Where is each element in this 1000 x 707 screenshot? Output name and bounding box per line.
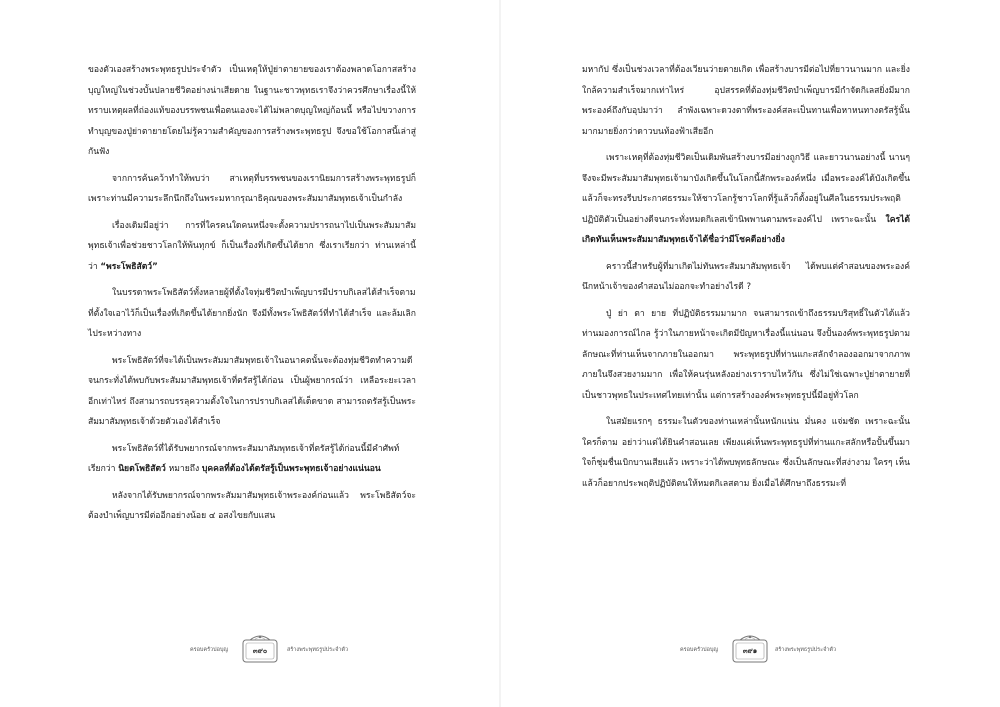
bold-text-run: “พระโพธิสัตว์” [100,261,158,272]
text-run: มหากัป ซึ่งเป็นช่วงเวลาที่ต้องเวียนว่ายตายเกิด เพื่อสร้างบารมีต่อไปที่ยาวนานมาก และยิ่งใกล้ความสำเร็จมากเท่าไหร่ อุปสรรคที่ต้องทุ่มชีวิตบำเพ็ญบารมีกำจัดกิเลสยิ่งมีมาก พระองค์ถึงกับอุปมาว่า ลำพังเฉพาะดวงตาที่พระองค์สละเป็นทานเพื่อหาหนทางตรัสรู้นั้น มากมายยิ่งกว่าดาวบนท้องฟ้าเสียอีก [582,65,910,137]
footer-left-caption: ครอบครัวบ่อบุญ [190,647,229,653]
text-run: พระโพธิสัตว์ที่ได้รับพยากรณ์จากพระสัมมาสัมพุทธเจ้าที่ตรัสรู้ได้ก่อนนี้มีคำศัพท์เรียกว่า [88,443,400,474]
paragraph [582,60,910,142]
paragraph [88,60,416,163]
footer-left-caption: ครอบครัวบ่อบุญ [680,647,719,653]
paragraph [582,148,910,251]
right-page-footer [500,634,1000,674]
page-number-badge [242,634,278,664]
text-run: เพราะเหตุที่ต้องทุ่มชีวิตเป็นเดิมพันสร้างบารมีอย่างถูกวิธี และยาวนานอย่างนี้ นานๆ จึงจะมีพระสัมมาสัมพุทธเจ้ามาบังเกิดขึ้นในโลกนี้สักพระองค์หนึ่ง เมื่อพระองค์ได้บังเกิดขึ้นแล้วก็จะทรงรีบประกาศธรรมะให้ชาวโลกรู้ชาวโลกที่รู้แล้วก็ตั้งอยู่ในศีลในธรรมประพฤติปฏิบัติตัวเป็นอย่างดีจนกระทั่งหมดกิเลสเข้านิพพานตามพระองค์ไป เพราะฉะนั้น [582,153,910,225]
footer-right-caption: สร้างพระพุทธรูปประจำตัว [775,647,837,653]
paragraph [582,257,910,298]
text-run: จากการค้นคว้าทำให้พบว่า สาเหตุที่บรรพชนของเรานิยมการสร้างพระพุทธรูปก็เพราะท่านมีความระลึกนึกถึงในพระมหากรุณาธิคุณของพระสัมมาสัมพุทธเจ้าเป็นกำลัง [88,173,416,204]
paragraph [582,412,910,494]
text-run: ของตัวเองสร้างพระพุทธรูปประจำตัว เป็นเหตุให้ปู่ย่าตายายของเราต้องพลาดโอกาสสร้างบุญใหญ่ในช่วงบั้นปลายชีวิตอย่างน่าเสียดาย ในฐานะชาวพุทธเราจึงว่าควรศึกษาเรื่องนี้ให้ทราบเหตุผลที่ถ่องแท้ของบรรพชนเพื่อตนเองจะได้ไม่พลาดบุญใหญ่ก้อนนี้ หรือไปขวางการทำบุญของปู่ย่าตายายโดยไม่รู้ความสำคัญของการสร้างพระพุทธรูป จึงขอใช้โอกาสนี้เล่าสู่กันฟัง [88,65,416,157]
paragraph [88,351,416,433]
left-page-text [88,60,416,533]
text-run: ปู่ ย่า ตา ยาย ที่ปฏิบัติธรรมมามาก จนสามารถเข้าถึงธรรมบริสุทธิ์ในตัวได้แล้ว ท่านมองการณ์ไกล รู้ว่าในภายหน้าจะเกิดมีปัญหาเรื่องนี้แน่นอน จึงปั้นองค์พระพุทธรูปตามลักษณะที่ท่านเห็นจากภายในออกมา พระพุทธรูปที่ท่านแกะสลักจำลองออกมาจากภาพภายในจึงสวยงามมาก เพื่อให้คนรุ่นหลังอย่างเราราบไหว้กัน ซึ่งไม่ใช่เฉพาะปู่ย่าตายายที่เป็นชาวพุทธในประเทศไทยเท่านั้น แต่การสร้างองค์พระพุทธรูปนี้มีอยู่ทั่วโลก [582,308,910,401]
paragraph [88,283,416,345]
paragraph [88,169,416,210]
paragraph [582,304,910,407]
bold-text-run: ใครได้เกิดทันเห็นพระสัมมาสัมพุทธเจ้าได้ชื่อว่ามีโชคดีอย่างยิ่ง [582,214,910,245]
text-run: คราวนี้สำหรับผู้ที่มาเกิดไม่ทันพระสัมมาสัมพุทธเจ้า ได้พบแต่คำสอนของพระองค์ นึกหน้าเจ้าของคำสอนไม่ออกจะทำอย่างไรดี ? [582,261,910,292]
bold-text-run: บุคคลที่ต้องได้ตรัสรู้เป็นพระพุทธเจ้าอย่างแน่นอน [201,464,381,474]
paragraph [88,486,416,527]
text-run: ในบรรดาพระโพธิสัตว์ทั้งหลายผู้ที่ตั้งใจทุ่มชีวิตบำเพ็ญบารมีปราบกิเลสได้สำเร็จตามที่ตั้งใจเอาไว้ก็เป็นเรื่องที่เกิดขึ้นได้ยากยิ่งนัก จึงมีทั้งพระโพธิสัตว์ที่ทำได้สำเร็จ และล้มเลิกไประหว่างทาง [88,288,416,339]
paragraph [88,216,416,278]
text-run: พระโพธิสัตว์ที่จะได้เป็นพระสัมมาสัมพุทธเจ้าในอนาคตนั้นจะต้องทุ่มชีวิตทำความดี จนกระทั่งได้พบกับพระสัมมาสัมพุทธเจ้าที่ตรัสรู้ได้ก่อน เป็นผู้พยากรณ์ว่า เหลือระยะเวลาอีกเท่าไหร่ ถึงสามารถบรรลุความตั้งใจในการปราบกิเลสได้เด็ดขาด สามารถตรัสรู้เป็นพระสัมมาสัมพุทธเจ้าด้วยตัวเองได้สำเร็จ [88,355,416,427]
right-page [500,0,1000,707]
page-number: ๓๙๑ [742,647,758,655]
page-number-badge [732,634,768,664]
footer-right-caption: สร้างพระพุทธรูปประจำตัว [287,647,349,653]
paragraph [88,439,416,480]
text-run: เรื่องเดิมมีอยู่ว่า การที่ใครคนใดคนหนึ่งจะตั้งความปรารถนาไปเป็นพระสัมมาสัมพุทธเจ้าเพื่อช่วยชาวโลกให้พ้นทุกข์ ก็เป็นเรื่องที่เกิดขึ้นได้ยาก ซึ่งเราเรียกว่า ท่านเหล่านี้ว่า [88,220,416,272]
bold-text-run: นิยตโพธิสัตว์ [118,464,166,474]
text-run: ในสมัยแรกๆ ธรรมะในตัวของท่านเหล่านั้นหนักแน่น มั่นคง แจ่มชัด เพราะฉะนั้นใครก็ตาม อย่าว่าแต่ได้ยินคำสอนเลย เพียงแค่เห็นพระพุทธรูปที่ท่านแกะสลักหรือปั้นขึ้นมา ใจก็ชุ่มชื่นเบิกบานเสียแล้ว เพราะว่าได้พบพุทธลักษณะ ซึ่งเป็นลักษณะที่สง่างาม ใครๆ เห็นแล้วก็อยากประพฤติปฏิบัติตนให้หมดกิเลสตาม ยิ่งเมื่อได้ศึกษาถึงธรรมะที่ [582,417,910,489]
right-page-text [582,60,910,500]
left-page-footer [0,634,500,674]
page-number: ๓๙๐ [252,647,268,655]
text-run: หมายถึง [165,464,202,474]
text-run: หลังจากได้รับพยากรณ์จากพระสัมมาสัมพุทธเจ้าพระองค์ก่อนแล้ว พระโพธิสัตว์จะต้องบำเพ็ญบารมีต่ออีกอย่างน้อย ๔ อสงไขยกับแสน [88,490,416,521]
